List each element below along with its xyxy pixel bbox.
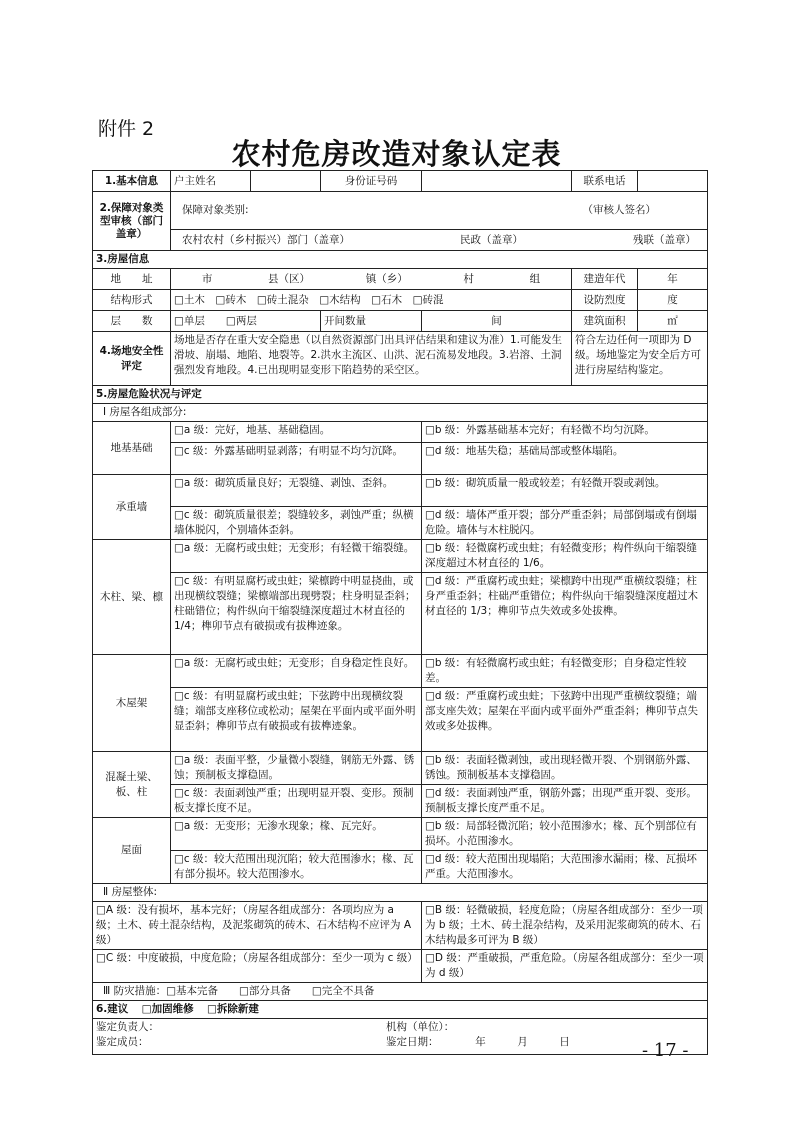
- overall-grade-B[interactable]: □B 级：轻微破损，轻度危险；（房屋各组成部分：至少一项为 b 级；土木、砖土混杂结构，及采用泥浆砌筑的砖木、石木结构最多可评为 B 级）: [422, 902, 708, 950]
- component-roof: 屋面: [93, 818, 171, 884]
- roof-grade-b[interactable]: □b 级：局部轻微沉陷；较小范围渗水；椽、瓦个别部位有损坏。小范围渗水。: [422, 818, 708, 851]
- component-timber-columns: 木柱、梁、檩: [93, 540, 171, 655]
- timber-grade-d[interactable]: □d 级：严重腐朽或虫蛀；梁檩跨中出现严重横纹裂缝；柱身严重歪斜；柱础严重错位；构件纵向干缩裂缝深度超过木材直径的 1/3；榫卯节点失效或多处拔榫。: [422, 573, 708, 655]
- foundation-grade-a[interactable]: □a 级：完好，地基、基础稳固。: [171, 422, 422, 443]
- concrete-grade-c[interactable]: □c 级：表面剥蚀严重；出现明显开裂、变形。预制板支撑长度不足。: [171, 785, 422, 818]
- overall-grade-A[interactable]: □A 级：没有损坏，基本完好；（房屋各组成部分：各项均应为 a 级；土木、砖土混杂结构，及泥浆砌筑的砖木、石木结构不应评为 A 级）: [93, 902, 422, 950]
- address-county: 县（区）: [268, 272, 311, 285]
- timber-grade-c[interactable]: □c 级：有明显腐朽或虫蛀；梁檩跨中明显挠曲，或出现横纹裂缝；梁檩端部出现劈裂；柱身明显歪斜；柱础错位；构件纵向干缩裂缝深度超过木材直径的 1/4；榫卯节点有破损或有拔榫迹象。: [171, 573, 422, 655]
- timber-grade-b[interactable]: □b 级：轻微腐朽或虫蛀；有轻微变形；构件纵向干缩裂缝深度超过木材直径的 1/6。: [422, 540, 708, 573]
- stamp-rural: 农村农村（乡村振兴）部门（盖章）: [182, 233, 350, 246]
- appraisal-signoff: [93, 1019, 708, 1055]
- site-safety-note: 符合左边任何一项即为 D 级。场地鉴定为安全后方可进行房屋结构鉴定。: [572, 332, 708, 386]
- appraisal-date[interactable]: 鉴定日期： 年 月 日: [386, 1036, 570, 1048]
- id-number-value[interactable]: [422, 171, 572, 192]
- part1-heading: Ⅰ 房屋各组成部分:: [93, 404, 708, 422]
- part2-heading: Ⅱ 房屋整体:: [93, 884, 708, 902]
- address-town: 镇（乡）: [365, 272, 408, 285]
- department-stamps: [171, 230, 708, 251]
- overall-grade-D[interactable]: □D 级：严重破损，严重危险。（房屋各组成部分：至少一项为 d 级）: [422, 950, 708, 983]
- section-house-info: 3.房屋信息: [93, 251, 708, 269]
- section-basic-info: 1.基本信息: [93, 171, 171, 192]
- stamp-civil: 民政（盖章）: [460, 233, 523, 246]
- roof-grade-d[interactable]: □d 级：较大范围出现塌陷；大范围渗水漏雨；椽、瓦损坏严重。大范围渗水。: [422, 851, 708, 884]
- area-label: 建筑面积: [572, 311, 638, 332]
- page-number: - 17 -: [642, 1040, 689, 1061]
- assessment-table: [92, 170, 708, 1055]
- id-number-label: 身份证号码: [321, 171, 422, 192]
- area-unit[interactable]: ㎡: [638, 311, 708, 332]
- phone-value[interactable]: [638, 171, 708, 192]
- build-year-label: 建造年代: [572, 269, 638, 290]
- build-year-unit[interactable]: 年: [638, 269, 708, 290]
- category-label: 保障对象类别:: [182, 204, 249, 216]
- option-rebuild[interactable]: □拆除新建: [206, 1003, 259, 1015]
- foundation-grade-c[interactable]: □c 级：外露基础明显剥落；有明显不均匀沉降。: [171, 443, 422, 475]
- floors-options[interactable]: □单层 □两层: [171, 311, 321, 332]
- address-village: 村: [463, 272, 474, 285]
- wall-grade-d[interactable]: □d 级：墙体严重开裂；部分严重歪斜；局部倒塌或有倒塌危险。墙体与木柱脱闪。: [422, 507, 708, 540]
- truss-grade-d[interactable]: □d 级：严重腐朽或虫蛀；下弦跨中出现严重横纹裂缝；端部支座失效；屋架在平面内或平面外严重歪斜；榫卯节点失效或多处拔榫。: [422, 688, 708, 752]
- wall-grade-a[interactable]: □a 级：砌筑质量良好；无裂缝、剥蚀、歪斜。: [171, 475, 422, 507]
- truss-grade-c[interactable]: □c 级：有明显腐朽或虫蛀；下弦跨中出现横纹裂缝；端部支座移位或松动；屋架在平面内或平面外明显歪斜；榫卯节点有破损或有拔榫迹象。: [171, 688, 422, 752]
- section-suggestion: [93, 1001, 708, 1019]
- owner-name-label: 户主姓名: [171, 171, 251, 192]
- wall-grade-c[interactable]: □c 级：砌筑质量很差；裂缝较多，剥蚀严重；纵横墙体脱闪，个别墙体歪斜。: [171, 507, 422, 540]
- truss-grade-a[interactable]: □a 级：无腐朽或虫蛀；无变形；自身稳定性良好。: [171, 655, 422, 688]
- structure-options[interactable]: □土木 □砖木 □砖土混杂 □木结构 □石木 □砖混: [171, 290, 572, 311]
- phone-label: 联系电话: [572, 171, 638, 192]
- address-value[interactable]: [171, 269, 572, 290]
- attachment-label: 附件 2: [98, 118, 155, 140]
- overall-grade-C[interactable]: □C 级：中度破损，中度危险；（房屋各组成部分：至少一项为 c 级）: [93, 950, 422, 983]
- bays-unit[interactable]: 间: [422, 311, 572, 332]
- eligibility-category[interactable]: [171, 192, 708, 230]
- component-roof-truss: 木屋架: [93, 655, 171, 752]
- timber-grade-a[interactable]: □a 级：无腐朽或虫蛀；无变形；有轻微干缩裂缝。: [171, 540, 422, 573]
- fortify-label: 设防烈度: [572, 290, 638, 311]
- concrete-grade-a[interactable]: □a 级：表面平整，少量微小裂缝，钢筋无外露、锈蚀；预制板支撑稳固。: [171, 752, 422, 785]
- section-site-safety: 4.场地安全性评定: [93, 332, 171, 386]
- truss-grade-b[interactable]: □b 级：有轻微腐朽或虫蛀；有轻微变形；自身稳定性较差。: [422, 655, 708, 688]
- concrete-grade-d[interactable]: □d 级：表面剥蚀严重，钢筋外露；出现严重开裂、变形。预制板支撑长度严重不足。: [422, 785, 708, 818]
- option-reinforce[interactable]: □加固维修: [141, 1003, 194, 1015]
- fortify-unit[interactable]: 度: [638, 290, 708, 311]
- form-title: 农村危房改造对象认定表: [231, 137, 562, 171]
- wall-grade-b[interactable]: □b 级：砌筑质量一般或较差；有轻微开裂或剥蚀。: [422, 475, 708, 507]
- site-safety-criteria: 场地是否存在重大安全隐患（以自然资源部门出具评估结果和建议为准）1.可能发生滑坡、崩塌、地陷、地裂等。2.洪水主流区、山洪、泥石流易发地段。3.岩溶、土洞强烈发育地段。4.已出现明显变形下陷趋势的采空区。: [171, 332, 572, 386]
- suggestion-title: 6.建议: [96, 1003, 129, 1015]
- address-label: 地 址: [93, 269, 171, 290]
- section-eligibility: 2.保障对象类型审核（部门盖章）: [93, 192, 171, 251]
- address-group: 组: [529, 272, 541, 285]
- foundation-grade-b[interactable]: □b 级：外露基础基本完好；有轻微不均匀沉降。: [422, 422, 708, 443]
- component-concrete: 混凝土梁、板、柱: [93, 752, 171, 818]
- structure-label: 结构形式: [93, 290, 171, 311]
- section-danger-assessment: 5.房屋危险状况与评定: [93, 386, 708, 404]
- appraiser-members[interactable]: 鉴定成员：: [96, 1036, 149, 1048]
- roof-grade-a[interactable]: □a 级：无变形；无渗水现象；椽、瓦完好。: [171, 818, 422, 851]
- concrete-grade-b[interactable]: □b 级：表面轻微剥蚀，或出现轻微开裂、个别钢筋外露、锈蚀。预制板基本支撑稳固。: [422, 752, 708, 785]
- floors-label: 层 数: [93, 311, 171, 332]
- appraiser-lead[interactable]: 鉴定负责人：: [96, 1021, 159, 1033]
- component-foundation: 地基基础: [93, 422, 171, 475]
- bays-label: 开间数量: [321, 311, 422, 332]
- address-city: 市: [201, 272, 213, 285]
- institution[interactable]: 机构（单位）：: [386, 1021, 455, 1033]
- foundation-grade-d[interactable]: □d 级：地基失稳；基础局部或整体塌陷。: [422, 443, 708, 475]
- roof-grade-c[interactable]: □c 级：较大范围出现沉陷；较大范围渗水；椽、瓦有部分损坏。较大范围渗水。: [171, 851, 422, 884]
- stamp-disabled: 残联（盖章）: [633, 233, 696, 246]
- reviewer-signature: （审核人签名）: [582, 204, 656, 216]
- owner-name-value[interactable]: [251, 171, 321, 192]
- component-bearing-wall: 承重墙: [93, 475, 171, 540]
- part3-disaster-measures[interactable]: Ⅲ 防灾措施：□基本完备 □部分具备 □完全不具备: [93, 983, 708, 1001]
